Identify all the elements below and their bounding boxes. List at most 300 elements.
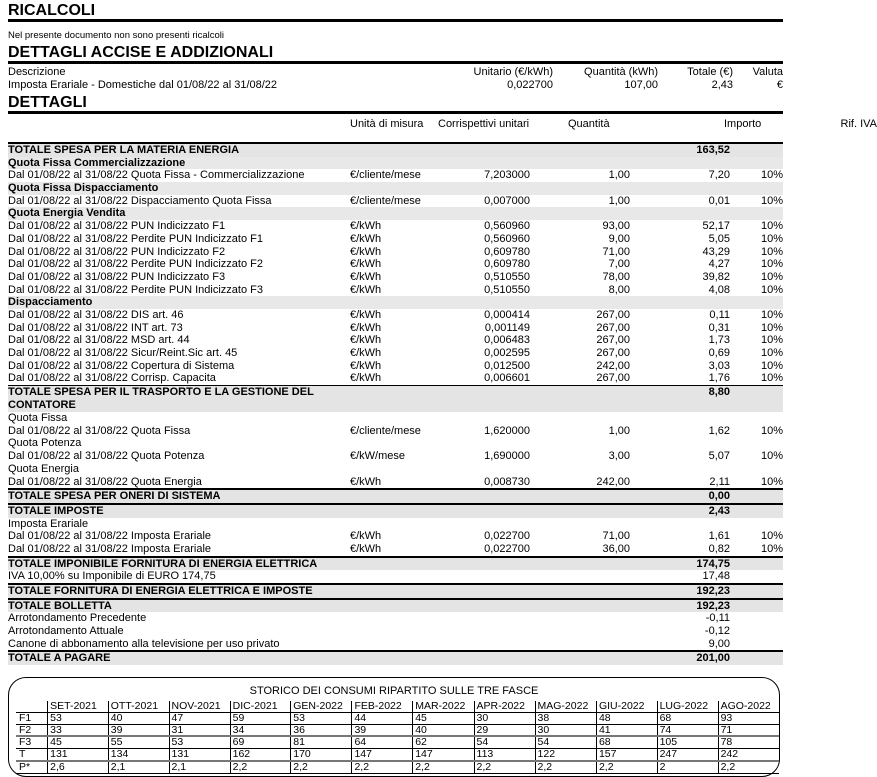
cell-q	[530, 570, 630, 583]
storico-cell: 36	[291, 724, 352, 736]
section-row	[8, 157, 783, 170]
cell-cu: 0,609780	[484, 258, 530, 271]
total-row	[8, 488, 783, 503]
accise-col-val: Valuta	[752, 66, 783, 78]
cell-um: €/kWh	[350, 308, 382, 321]
cell-imp	[630, 296, 730, 309]
table-row	[8, 360, 783, 373]
storico-month: GEN-2022	[291, 701, 352, 712]
cell-q	[530, 490, 630, 503]
cell-um: €/cliente/mese	[350, 194, 421, 207]
total-row	[8, 583, 783, 598]
cell-cu	[434, 585, 530, 598]
storico-cell: 122	[535, 749, 596, 761]
table-row	[8, 246, 783, 259]
storico-cell: 55	[108, 736, 169, 748]
cell-um	[350, 518, 434, 531]
table-row	[8, 169, 783, 182]
storico-cell: 59	[230, 712, 291, 724]
table-row	[8, 233, 783, 246]
cell-iva: 10%	[760, 308, 783, 321]
section-row	[8, 570, 783, 583]
cell-iva: 10%	[760, 232, 783, 245]
accise-col-unit: Unitario (€/kWh)	[473, 66, 553, 78]
storico-row-label: P*	[16, 761, 48, 773]
storico-cell: 105	[657, 736, 718, 748]
cell-desc: Dal 01/08/22 al 31/08/22 Quota Fissa - Commercializzazione	[8, 169, 305, 182]
cell-um	[350, 182, 434, 195]
cell-iva	[730, 490, 783, 503]
cell-um	[350, 570, 434, 583]
cell-imp: 52,17	[702, 220, 730, 233]
cell-imp	[630, 463, 730, 476]
cell-cu: 0,609780	[484, 245, 530, 258]
total-row	[8, 142, 783, 157]
cell-cu	[434, 518, 530, 531]
storico-cell: 54	[535, 736, 596, 748]
total-row	[8, 556, 783, 571]
cell-cu	[434, 157, 530, 170]
cell-cu	[434, 463, 530, 476]
cell-um: €/kWh	[350, 372, 382, 385]
accise-qty: 107,00	[624, 79, 658, 91]
cell-desc: Quota Fissa	[8, 412, 68, 425]
cell-um	[350, 296, 434, 309]
storico-month: AGO-2022	[718, 701, 779, 712]
cell-imp	[630, 207, 730, 220]
storico-month: OTT-2021	[108, 701, 169, 712]
cell-q	[530, 600, 630, 613]
cell-q	[530, 558, 630, 571]
col-importo: Importo	[724, 118, 762, 130]
cell-desc: IVA 10,00% su Imponibile di EURO 174,75	[8, 570, 216, 583]
storico-cell: 47	[169, 712, 230, 724]
cell-cu	[434, 612, 530, 625]
cell-cu: 0,006601	[484, 372, 530, 385]
storico-cell: 74	[657, 724, 718, 736]
cell-um: €/kWh	[350, 347, 382, 359]
cell-q	[530, 625, 630, 638]
cell-q: 242,00	[596, 359, 630, 372]
storico-cell: 113	[474, 749, 535, 761]
cell-desc: Arrotondamento Precedente	[8, 612, 147, 625]
cell-cu: 0,510550	[484, 283, 530, 296]
cell-cu: 0,000414	[484, 308, 530, 321]
storico-cell: 40	[413, 724, 474, 736]
cell-cu: 0,560960	[484, 220, 530, 233]
cell-um	[350, 612, 434, 625]
cell-um: €/kWh	[350, 232, 382, 245]
table-row	[8, 334, 783, 347]
cell-imp: 201,00	[696, 652, 730, 665]
section-row	[8, 207, 783, 220]
cell-q: 93,00	[602, 220, 630, 233]
cell-um: €/kWh	[350, 258, 382, 271]
cell-cu: 0,006483	[484, 334, 530, 347]
cell-um: €/kWh	[350, 334, 382, 347]
storico-cell: 34	[230, 724, 291, 736]
storico-row	[16, 736, 779, 748]
cell-cu: 0,012500	[484, 359, 530, 372]
cell-cu: 0,007000	[484, 194, 530, 207]
storico-cell: 242	[718, 749, 779, 761]
cell-um	[350, 207, 434, 220]
storico-cell: 48	[596, 712, 657, 724]
cell-iva	[730, 638, 783, 651]
storico-month: LUG-2022	[657, 701, 718, 712]
storico-cell: 2,1	[108, 761, 169, 773]
storico-cell: 81	[291, 736, 352, 748]
cell-desc: Dal 01/08/22 al 31/08/22 Perdite PUN Indicizzato F2	[8, 258, 263, 271]
storico-cell: 2,1	[169, 761, 230, 773]
cell-um: €/cliente/mese	[350, 169, 421, 182]
cell-iva	[730, 600, 783, 613]
cell-desc: TOTALE A PAGARE	[8, 652, 111, 665]
storico-cell: 53	[291, 712, 352, 724]
storico-cell: 68	[596, 736, 657, 748]
storico-cell: 45	[48, 736, 109, 748]
section-row	[8, 638, 783, 651]
cell-imp	[630, 182, 730, 195]
cell-imp: 1,62	[708, 424, 730, 437]
storico-row-label: F1	[16, 712, 48, 724]
cell-desc: Quota Energia	[8, 462, 79, 475]
cell-iva: 10%	[760, 475, 783, 488]
cell-q: 8,00	[608, 283, 630, 296]
storico-row	[16, 724, 779, 736]
cell-desc: Dal 01/08/22 al 31/08/22 Copertura di Sistema	[8, 359, 235, 372]
cell-cu: 1,620000	[484, 424, 530, 437]
cell-um	[350, 625, 434, 638]
cell-um: €/kWh	[350, 220, 382, 233]
cell-um: €/kWh	[350, 283, 382, 296]
table-row	[8, 347, 783, 360]
cell-um	[350, 600, 434, 613]
storico-cell: 38	[535, 712, 596, 724]
cell-imp: 2,43	[708, 504, 730, 517]
storico-consumi-box	[8, 677, 780, 777]
cell-imp: 192,23	[696, 599, 730, 612]
cell-iva: 10%	[760, 270, 783, 283]
cell-cu: 0,001149	[484, 321, 530, 334]
cell-cu	[434, 296, 530, 309]
cell-um: €/kWh	[350, 321, 382, 334]
table-row	[8, 543, 783, 556]
storico-cell: 41	[596, 724, 657, 736]
cell-iva: 10%	[760, 450, 783, 463]
cell-desc: Dal 01/08/22 al 31/08/22 Sicur/Reint.Sic art. 45	[8, 347, 238, 359]
cell-um	[350, 144, 434, 157]
storico-cell: 2,2	[596, 761, 657, 773]
cell-imp: 0,11	[709, 308, 730, 321]
storico-cell: 147	[352, 749, 413, 761]
cell-imp: 0,82	[708, 542, 730, 555]
cell-um: €/kW/mese	[350, 450, 406, 463]
accise-desc: Imposta Erariale - Domestiche dal 01/08/22 al 31/08/22	[8, 79, 278, 91]
accise-col-desc: Descrizione	[8, 66, 66, 78]
storico-cell: 2,6	[48, 761, 109, 773]
cell-imp: 17,48	[702, 570, 730, 583]
cell-imp: 163,52	[696, 144, 730, 156]
cell-desc: TOTALE SPESA PER LA MATERIA ENERGIA	[8, 144, 240, 156]
cell-q: 267,00	[596, 334, 630, 347]
cell-q	[530, 652, 630, 665]
cell-q: 36,00	[602, 542, 630, 555]
cell-iva: 10%	[760, 347, 783, 359]
cell-iva	[730, 585, 783, 598]
cell-q: 9,00	[608, 232, 630, 245]
cell-um	[350, 558, 434, 571]
total-row	[8, 650, 783, 665]
cell-imp: -0,11	[705, 612, 730, 625]
storico-cell: 2,2	[291, 761, 352, 773]
cell-imp	[630, 157, 730, 170]
cell-desc: Dal 01/08/22 al 31/08/22 PUN Indicizzato F1	[8, 220, 226, 233]
cell-iva: 10%	[760, 542, 783, 555]
cell-iva: 10%	[760, 530, 783, 543]
storico-cell: 157	[596, 749, 657, 761]
storico-cell: 134	[108, 749, 169, 761]
cell-imp: 0,69	[708, 347, 730, 359]
cell-um	[350, 463, 434, 476]
storico-cell: 2,2	[718, 761, 779, 773]
storico-row-label: T	[16, 749, 48, 761]
cell-iva	[730, 518, 783, 531]
cell-imp	[630, 437, 730, 450]
dettagli-header	[8, 114, 877, 142]
storico-cell: 33	[48, 724, 109, 736]
cell-cu: 1,690000	[484, 450, 530, 463]
cell-cu: 7,203000	[484, 169, 530, 182]
section-row	[8, 463, 783, 476]
dettagli-title: DETTAGLI	[8, 92, 783, 114]
cell-q	[530, 612, 630, 625]
cell-cu	[434, 558, 530, 571]
cell-imp	[630, 518, 730, 531]
ricalcoli-title: RICALCOLI	[8, 0, 783, 22]
cell-imp: 8,80	[708, 386, 730, 399]
cell-um	[350, 412, 434, 425]
cell-imp: 0,31	[708, 321, 730, 334]
cell-q	[530, 437, 630, 450]
cell-iva	[730, 463, 783, 476]
storico-month: MAR-2022	[413, 701, 474, 712]
cell-um: €/kWh	[350, 359, 382, 372]
section-row	[8, 412, 783, 425]
ricalcoli-note: Nel presente documento non sono presenti ricalcoli	[8, 30, 224, 41]
cell-desc: TOTALE SPESA PER IL TRASPORTO E LA GESTIONE DEL CONTATORE	[8, 386, 314, 411]
cell-desc: Dal 01/08/22 al 31/08/22 INT art. 73	[8, 321, 183, 334]
cell-um	[350, 490, 434, 503]
table-row	[8, 195, 783, 208]
cell-iva	[730, 182, 783, 195]
total-row	[8, 503, 783, 518]
cell-q: 242,00	[596, 475, 630, 488]
cell-desc: Dal 01/08/22 al 31/08/22 Quota Potenza	[8, 450, 205, 463]
total-row	[8, 598, 783, 613]
cell-um: €/kWh	[350, 475, 382, 488]
cell-um	[350, 157, 434, 170]
storico-cell: 30	[474, 712, 535, 724]
cell-desc: Dal 01/08/22 al 31/08/22 Quota Fissa	[8, 424, 191, 437]
cell-iva	[730, 437, 783, 450]
accise-val: €	[776, 79, 783, 91]
storico-month: GIU-2022	[596, 701, 657, 712]
storico-cell: 68	[657, 712, 718, 724]
table-row	[8, 372, 783, 385]
cell-desc: Dal 01/08/22 al 31/08/22 PUN Indicizzato F2	[8, 245, 226, 258]
accise-header	[8, 66, 783, 79]
storico-cell: 162	[230, 749, 291, 761]
cell-q	[530, 157, 630, 170]
cell-cu	[434, 505, 530, 518]
cell-iva	[730, 207, 783, 220]
dettagli-table	[8, 142, 783, 665]
cell-imp: 39,82	[702, 270, 730, 283]
storico-cell: 54	[474, 736, 535, 748]
storico-cell: 2,2	[413, 761, 474, 773]
col-unita-misura: Unità di misura	[350, 118, 424, 130]
cell-desc: TOTALE FORNITURA DI ENERGIA ELETTRICA E IMPOSTE	[8, 585, 313, 597]
cell-cu	[434, 625, 530, 638]
accise-title: DETTAGLI ACCISE E ADDIZIONALI	[8, 42, 783, 64]
cell-um: €/kWh	[350, 530, 382, 543]
storico-month: APR-2022	[474, 701, 535, 712]
col-rif-iva: Rif. IVA	[840, 118, 877, 130]
cell-imp: 174,75	[696, 557, 730, 570]
cell-q	[530, 463, 630, 476]
cell-iva: 10%	[760, 283, 783, 296]
cell-imp: 1,61	[708, 530, 730, 543]
cell-desc: Canone di abbonamento alla televisione per uso privato	[8, 637, 280, 650]
cell-um	[350, 638, 434, 651]
storico-row	[16, 761, 779, 773]
storico-cell: 93	[718, 712, 779, 724]
cell-desc: Quota Potenza	[8, 437, 82, 450]
cell-um: €/kWh	[350, 542, 382, 555]
cell-iva	[730, 157, 783, 170]
cell-iva: 10%	[760, 372, 783, 385]
cell-iva: 10%	[760, 169, 783, 182]
cell-q: 7,00	[608, 258, 630, 271]
storico-cell: 53	[48, 712, 109, 724]
cell-cu: 0,022700	[484, 542, 530, 555]
cell-imp: 192,23	[696, 585, 730, 597]
table-row	[8, 309, 783, 322]
cell-imp: 2,11	[709, 475, 730, 488]
cell-imp: 3,03	[708, 359, 730, 372]
storico-month: MAG-2022	[535, 701, 596, 712]
table-row	[8, 220, 783, 233]
cell-um	[350, 437, 434, 450]
cell-desc: Quota Fissa Dispacciamento	[8, 182, 159, 195]
table-row	[8, 450, 783, 463]
cell-um: €/kWh	[350, 270, 382, 283]
cell-q	[530, 638, 630, 651]
cell-imp: 9,00	[708, 637, 730, 650]
cell-q: 267,00	[596, 372, 630, 385]
cell-q: 1,00	[608, 194, 630, 207]
col-quantita: Quantità	[568, 118, 610, 130]
cell-desc: Quota Energia Vendita	[8, 207, 126, 220]
cell-desc: TOTALE BOLLETTA	[8, 599, 112, 612]
cell-imp	[630, 412, 730, 425]
storico-cell: 62	[413, 736, 474, 748]
cell-iva: 10%	[760, 194, 783, 207]
table-row	[8, 284, 783, 297]
cell-cu	[434, 638, 530, 651]
cell-cu	[434, 144, 530, 157]
cell-iva	[730, 652, 783, 665]
cell-um	[350, 505, 434, 518]
cell-cu	[434, 437, 530, 450]
storico-month: DIC-2021	[230, 701, 291, 712]
cell-um: €/cliente/mese	[350, 424, 421, 437]
storico-row-label: F3	[16, 736, 48, 748]
storico-cell: 53	[169, 736, 230, 748]
cell-q	[530, 207, 630, 220]
storico-cell: 147	[413, 749, 474, 761]
storico-cell: 39	[108, 724, 169, 736]
cell-q: 267,00	[596, 347, 630, 359]
cell-cu: 0,560960	[484, 232, 530, 245]
cell-desc: TOTALE IMPONIBILE FORNITURA DI ENERGIA ELETTRICA	[8, 557, 318, 570]
table-row	[8, 271, 783, 284]
accise-col-qty: Quantità (kWh)	[584, 66, 658, 78]
cell-iva	[730, 570, 783, 583]
storico-cell: 2,2	[352, 761, 413, 773]
section-row	[8, 182, 783, 195]
cell-q: 267,00	[596, 321, 630, 334]
cell-imp: 5,07	[708, 450, 730, 463]
storico-corner	[16, 701, 48, 712]
section-row	[8, 518, 783, 531]
cell-q: 267,00	[596, 308, 630, 321]
cell-iva	[730, 558, 783, 571]
bill-page	[8, 0, 877, 665]
storico-cell: 64	[352, 736, 413, 748]
table-row	[8, 530, 783, 543]
col-corrispettivi: Corrispettivi unitari	[438, 118, 530, 130]
cell-um	[350, 652, 434, 665]
cell-imp: 43,29	[702, 245, 730, 258]
cell-um: €/kWh	[350, 245, 382, 258]
table-row	[8, 476, 783, 489]
cell-cu	[434, 207, 530, 220]
cell-q: 71,00	[602, 530, 630, 543]
cell-cu	[434, 182, 530, 195]
storico-title: STORICO DEI CONSUMI RIPARTITO SULLE TRE FASCE	[249, 685, 539, 697]
storico-header-row	[16, 701, 779, 712]
accise-row	[8, 79, 783, 92]
storico-cell: 131	[48, 749, 109, 761]
cell-cu: 0,002595	[484, 347, 530, 359]
storico-cell: 31	[169, 724, 230, 736]
cell-desc: TOTALE IMPOSTE	[8, 504, 104, 517]
cell-um	[350, 585, 434, 598]
total-row	[8, 385, 783, 412]
cell-q	[530, 144, 630, 157]
cell-desc: Dal 01/08/22 al 31/08/22 Quota Energia	[8, 475, 202, 488]
cell-desc: Dispacciamento	[8, 296, 93, 309]
storico-cell: 2,2	[474, 761, 535, 773]
storico-cell: 2,2	[535, 761, 596, 773]
storico-cell: 170	[291, 749, 352, 761]
storico-table	[16, 701, 779, 774]
storico-cell: 2,2	[230, 761, 291, 773]
table-row	[8, 322, 783, 335]
storico-cell: 30	[535, 724, 596, 736]
